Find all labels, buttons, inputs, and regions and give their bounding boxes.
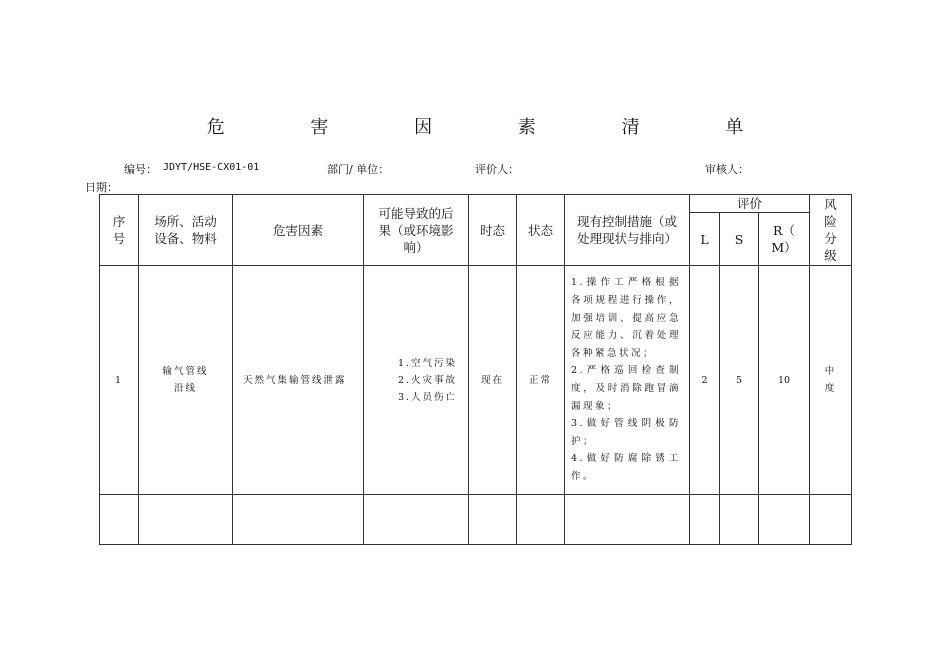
cell-consequences: [364, 266, 469, 495]
cell-risk-level: 中度: [810, 266, 852, 495]
control-item: 4.做好防腐除锈工作。: [571, 453, 681, 482]
header-consequence: 可能导致的后果（或环境影响）: [364, 195, 469, 266]
cell-seq: 1: [100, 266, 139, 495]
empty-cell: [720, 495, 759, 545]
cell-L: 2: [690, 266, 720, 495]
control-item: 3.做好管线阴极防护；: [571, 418, 681, 447]
cell-location: 输气管线沿线: [139, 266, 233, 495]
header-RM-line2: M）: [771, 240, 797, 255]
code-value: JDYT/HSE-CX01-01: [163, 162, 260, 173]
header-S: S: [720, 213, 759, 266]
empty-cell: [565, 495, 690, 545]
empty-cell: [469, 495, 517, 545]
consequence-item: 3.人员伤亡: [397, 391, 458, 403]
evaluator-label: 评价人：: [475, 163, 519, 176]
consequence-item: 2.火灾事故: [397, 374, 458, 386]
header-RM: [759, 213, 810, 266]
empty-cell: [139, 495, 233, 545]
control-item: 1.操作工严格根据各项规程进行操作，加强培训、提高应急反应能力、沉着处理各种紧急状况；: [571, 277, 681, 359]
header-seq: 序号: [100, 195, 139, 266]
header-evaluation: 评价: [690, 195, 810, 213]
empty-cell: [233, 495, 364, 545]
control-item: 2.严格巡回检查制度，及时消除跑冒滴漏现象；: [571, 365, 681, 412]
header-state: 状态: [517, 195, 565, 266]
cell-S: 5: [720, 266, 759, 495]
cell-tense: 现在: [469, 266, 517, 495]
empty-cell: [364, 495, 469, 545]
header-risk-level: 风险分级: [810, 195, 852, 266]
cell-RM: 10: [759, 266, 810, 495]
consequence-item: 1.空气污染: [397, 357, 458, 369]
department-label: 部门/ 单位：: [327, 163, 390, 176]
code-label: 编号：: [124, 163, 157, 176]
reviewer-label: 审核人：: [705, 163, 749, 176]
document-title: 危 害 因 素 清 单: [206, 117, 784, 138]
empty-cell: [100, 495, 139, 545]
cell-controls: [565, 266, 690, 495]
empty-cell: [759, 495, 810, 545]
header-location: 场所、活动设备、物料: [139, 195, 233, 266]
header-controls: 现有控制措施（或处理现状与排向）: [565, 195, 690, 266]
empty-cell: [517, 495, 565, 545]
date-label: 日期：: [85, 181, 118, 194]
hazard-table: [99, 194, 852, 545]
cell-state: 正常: [517, 266, 565, 495]
table-row-empty: [100, 495, 852, 545]
header-hazard: 危害因素: [233, 195, 364, 266]
table-row: [100, 266, 852, 495]
header-RM-line1: R（: [773, 223, 795, 238]
header-L: L: [690, 213, 720, 266]
empty-cell: [690, 495, 720, 545]
header-tense: 时态: [469, 195, 517, 266]
empty-cell: [810, 495, 852, 545]
cell-hazard: 天然气集输管线泄露: [233, 266, 364, 495]
